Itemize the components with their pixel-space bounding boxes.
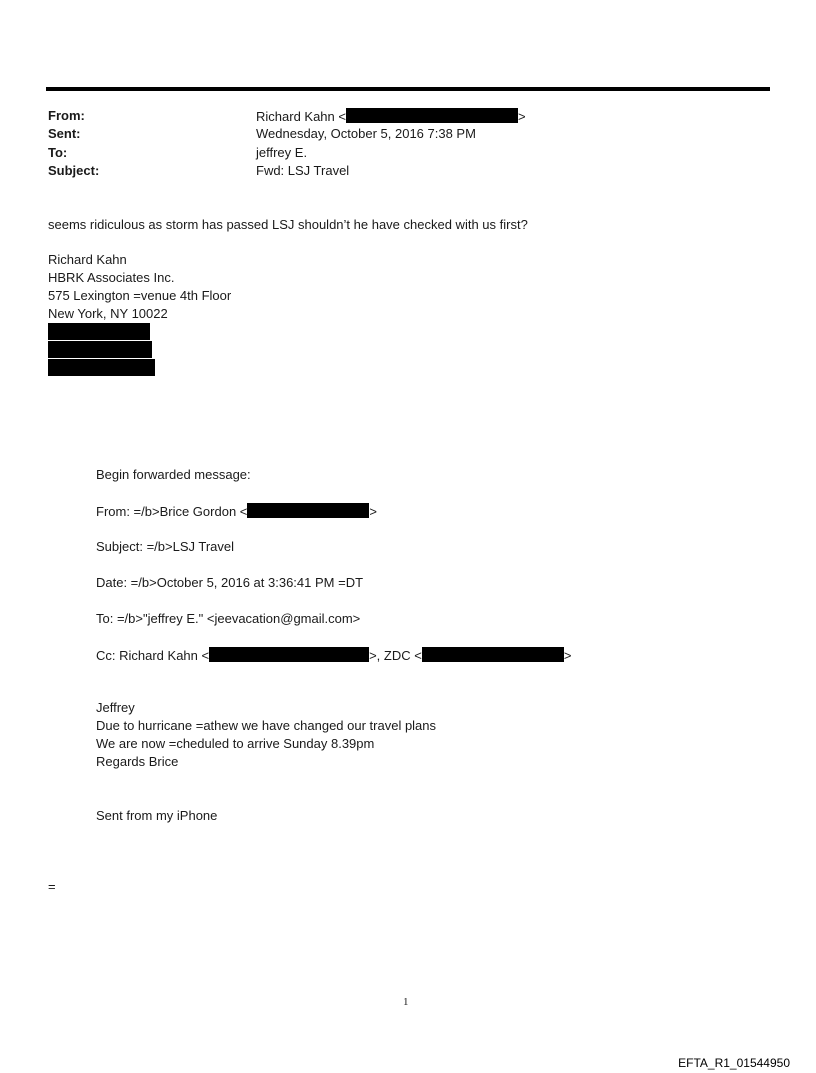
signature-line: New York, NY 10022 — [48, 306, 168, 321]
redaction-box — [48, 341, 152, 358]
message-text: seems ridiculous as storm has passed LSJ shouldn’t he have checked with us first? — [48, 217, 528, 232]
forward-subject: Subject: =/b>LSJ Travel — [96, 539, 235, 554]
forward-cc-close: > — [563, 648, 572, 663]
signature-line: HBRK Associates Inc. — [48, 270, 175, 285]
forward-from — [96, 503, 377, 519]
signature-line: Richard Kahn — [48, 252, 127, 267]
header-rule — [46, 87, 770, 91]
forward-to: To: =/b>"jeffrey E." <jeevacation@gmail.com> — [96, 611, 361, 626]
redaction-box — [209, 647, 369, 662]
from-close: > — [517, 109, 526, 124]
redaction-box — [422, 647, 564, 662]
forward-cc — [96, 647, 571, 663]
forward-cc-mid: >, ZDC < — [369, 648, 422, 663]
forward-from-close: > — [369, 504, 377, 519]
forward-intro: Begin forwarded message: — [96, 467, 251, 482]
redaction-box — [48, 359, 155, 376]
forward-body-line: Jeffrey — [96, 700, 135, 715]
forward-cc-text: Cc: Richard Kahn < — [96, 648, 210, 663]
forward-from-text: From: =/b>Brice Gordon < — [96, 504, 248, 519]
sent-label: Sent: — [48, 126, 81, 141]
from-name: Richard Kahn < — [256, 109, 346, 124]
to-label: To: — [48, 145, 68, 160]
subject-label: Subject: — [48, 163, 100, 178]
trailer-char: = — [48, 879, 56, 894]
page-number: 1 — [403, 996, 409, 1008]
from-value — [256, 108, 526, 124]
redaction-box — [346, 108, 518, 123]
sent-from-footer: Sent from my iPhone — [96, 808, 218, 823]
subject-value: Fwd: LSJ Travel — [256, 163, 350, 178]
redaction-box — [48, 323, 150, 340]
bates-number: EFTA_R1_01544950 — [678, 1056, 790, 1070]
from-label: From: — [48, 108, 85, 123]
sent-value: Wednesday, October 5, 2016 7:38 PM — [256, 126, 476, 141]
to-value: jeffrey E. — [256, 145, 308, 160]
forward-body-line: We are now =cheduled to arrive Sunday 8.39pm — [96, 736, 375, 751]
forward-body-line: Regards Brice — [96, 754, 179, 769]
redaction-box — [247, 503, 369, 518]
signature-line: 575 Lexington =venue 4th Floor — [48, 288, 232, 303]
forward-date: Date: =/b>October 5, 2016 at 3:36:41 PM =DT — [96, 575, 364, 590]
forward-body-line: Due to hurricane =athew we have changed our travel plans — [96, 718, 437, 733]
